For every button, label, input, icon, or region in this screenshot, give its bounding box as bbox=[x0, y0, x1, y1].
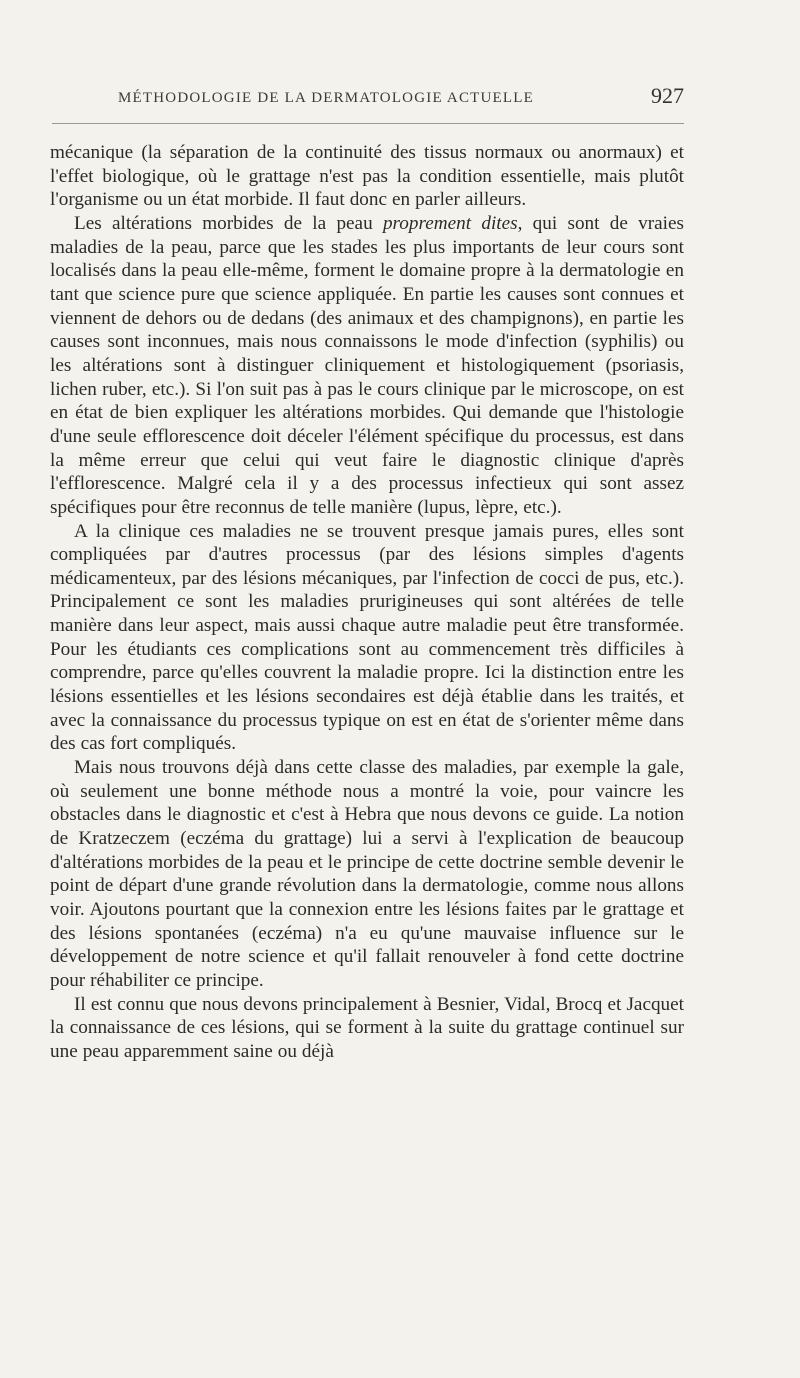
paragraph-1: mécanique (la séparation de la continuité des tissus normaux ou anormaux) et l'effet biologique, où le grattage n'est pas la condition essentielle, mais plutôt l'organisme ou un état morbide. Il faut donc en parler ailleurs. bbox=[50, 142, 684, 211]
header-rule bbox=[52, 123, 684, 124]
page-number: 927 bbox=[651, 83, 684, 108]
paragraph-2 bbox=[50, 212, 684, 520]
running-head bbox=[50, 82, 684, 112]
paragraph-3: A la clinique ces maladies ne se trouvent presque jamais pures, elles sont compliquées par d'autres processus (par des lésions simples d'agents médicamenteux, par des lésions mécaniques, par l'infection de cocci de pus, etc.). Principalement ce sont les maladies prurigineuses qui sont altérées de telle manière dans leur aspect, mais aussi chaque autre maladie peut être transformée. Pour les étudiants ces complications sont au commencement très difficiles à comprendre, parce qu'elles couvrent la maladie propre. Ici la distinction entre les lésions essentielles et les lésions secondaires est déjà établie dans les traités, et avec la connaissance du processus typique on est en état de s'orienter même dans des cas fort compliqués. bbox=[50, 520, 684, 755]
body-text bbox=[50, 141, 684, 1064]
running-title: MÉTHODOLOGIE DE LA DERMATOLOGIE ACTUELLE bbox=[118, 90, 535, 106]
paragraph-5: Il est connu que nous devons principalement à Besnier, Vidal, Brocq et Jacquet la connaissance de ces lésions, qui se forment à la suite du grattage continuel sur une peau apparemment saine ou déjà bbox=[50, 993, 684, 1062]
paragraph-2-rest: , qui sont de vraies maladies de la peau, parce que les stades les plus importants de leur cours sont localisés dans la peau elle-même, forment le domaine propre à la dermatologie en tant que science pure que science appliquée. En partie les causes sont connues et viennent de dehors ou de dedans (des animaux et des champignons), en partie les causes sont inconnues, mais nous connaissons le mode d'infection (syphilis) ou les altérations sont à distinguer cliniquement et histologiquement (psoriasis, lichen ruber, etc.). Si l'on suit pas à pas le cours clinique par le microscope, on est en état de bien expliquer les altérations morbides. Qui demande que l'histologie d'une seule efflorescence doit déceler l'élément spécifique du processus, est dans la même erreur que celui qui veut faire le diagnostic clinique d'après l'efflorescence. Malgré cela il y a des processus infectieux qui sont assez spécifiques pour être reconnus de telle manière (lupus, lèpre, etc.). bbox=[50, 212, 684, 518]
paragraph-2-start: Les altérations morbides de la peau bbox=[74, 212, 383, 234]
emphasis-proprement-dites: proprement dites bbox=[382, 212, 518, 234]
paragraph-4: Mais nous trouvons déjà dans cette classe des maladies, par exemple la gale, où seulement une bonne méthode nous a montré la voie, pour vaincre les obstacles dans le diagnostic et c'est à Hebra que nous devons ce guide. La notion de Kratzeczem (eczéma du grattage) lui a servi à l'explication de beaucoup d'altérations morbides de la peau et le principe de cette doctrine semble devenir le point de départ d'une grande révolution dans la dermatologie, comme nous allons voir. Ajoutons pourtant que la connexion entre les lésions faites par le grattage et des lésions spontanées (eczéma) n'a eu qu'une mauvaise influence sur le développement de notre science et qu'il fallait renouveler à fond cette doctrine pour réhabiliter ce principe. bbox=[50, 757, 684, 991]
